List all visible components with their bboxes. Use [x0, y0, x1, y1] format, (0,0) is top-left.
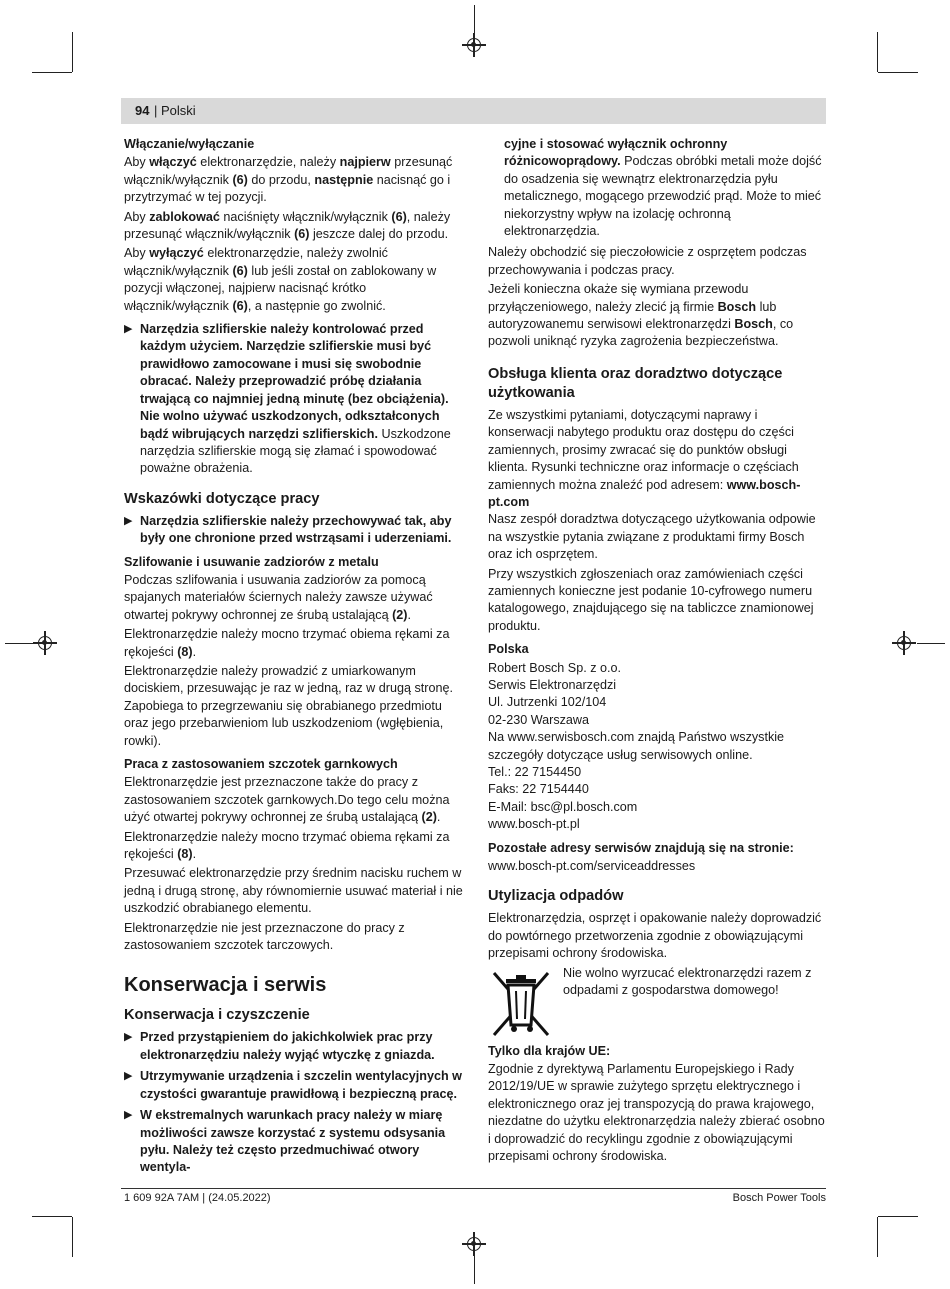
bullet-arrow-icon: ▶	[124, 514, 133, 527]
paragraph: Elektronarzędzie nie jest przeznaczone do pracy z zastosowaniem szczotek tarczowych.	[124, 920, 405, 953]
crop-mark	[917, 643, 945, 644]
crop-mark	[32, 1216, 72, 1217]
paragraph: Nasz zespół doradztwa dotyczącego użytkowania odpowie na wszystkie pytania związane z produktami firmy Bosch oraz ich osprzętem.	[488, 512, 816, 562]
paragraph: Podczas szlifowania i usuwania zadziorów za pomocą spajanych materiałów ściernych należy zawsze używać otwartej pokrywy ochronnej ze śrubą ustalającą (2).	[124, 572, 433, 622]
weee-text: Nie wolno wyrzucać elektronarzędzi razem z odpadami z gospodarstwa domowego!	[563, 965, 812, 998]
registration-mark-icon	[38, 636, 52, 650]
other-addresses-title: Pozostałe adresy serwisów znajdują się na stronie:	[488, 840, 794, 855]
left-column	[124, 136, 466, 1181]
address-line: Ul. Jutrzenki 102/104	[488, 695, 607, 710]
header-language: Polski	[161, 103, 196, 118]
warning-bullet: ▶ Przed przystąpieniem do jakichkolwiek prac przy elektronarzędziu należy wyjąć wtyczkę z gniazda.	[124, 1030, 435, 1062]
address-line: 02-230 Warszawa	[488, 712, 590, 727]
crop-mark	[72, 32, 73, 72]
subsection-title: Szlifowanie i usuwanie zadziorów z metalu	[124, 554, 379, 569]
bullet-arrow-icon: ▶	[124, 323, 133, 336]
warning-bullet: ▶ Utrzymywanie urządzenia i szczelin wentylacyjnych w czystości gwarantuje prawidłową i bezpieczną pracę.	[124, 1069, 462, 1101]
warning-bullet: ▶ Narzędzia szlifierskie należy kontrolować przed każdym użyciem. Narzędzie szlifierskie musi być prawidłowo zamocowane i musi się swobodnie obracać. Należy przeprowadzić próbę działania trwającą co najmniej jedną minutę (bez obciążenia). Nie wolno używać uszkodzonych, odkształconych bądź wibrujących narzędzi szlifierskich. Uszkodzone narzędzia szlifierskie mogą się złamać i spowodować poważne obrażenia.	[124, 322, 451, 476]
crop-mark	[474, 1256, 475, 1284]
paragraph: Aby włączyć elektronarzędzie, należy najpierw przesunąć włącznik/wyłącznik (6) do przodu, następnie nacisnąć go i przytrzymać w tej pozycji.	[124, 155, 453, 205]
address-line: Robert Bosch Sp. z o.o.	[488, 660, 622, 675]
website-link[interactable]: www.bosch-pt.com	[488, 477, 801, 509]
registration-mark-icon	[467, 38, 481, 52]
footer-doc-number: 1 609 92A 7AM | (24.05.2022)	[124, 1192, 271, 1204]
service-address	[488, 660, 826, 834]
bullet-arrow-icon: ▶	[124, 1031, 133, 1044]
paragraph: Aby wyłączyć elektronarzędzie, należy zwolnić włącznik/wyłącznik (6) lub jeśli został on zablokowany w pozycji włączonej, najpierw nacisnąć krótko włącznik/wyłącznik (6), a następnie go zwolnić.	[124, 246, 437, 313]
email-link[interactable]: E-Mail: bsc@pl.bosch.com	[488, 799, 638, 814]
paragraph: Elektronarzędzie należy mocno trzymać obiema rękami za rękojeści (8).	[124, 627, 450, 659]
crop-mark	[32, 72, 72, 73]
page-header	[121, 98, 826, 124]
weee-notice	[488, 965, 826, 1037]
country-title: Polska	[488, 642, 529, 657]
bullet-arrow-icon: ▶	[124, 1109, 133, 1122]
paragraph: Ze wszystkimi pytaniami, dotyczącymi naprawy i konserwacji nabytego produktu oraz dostępu do części zamiennych, prosimy zwracać się do punktów obsługi klienta. Rysunki techniczne oraz informacje o częściach zamiennych można znaleźć pod adresem: www.bosch-pt.com	[488, 407, 801, 509]
crop-mark	[72, 1217, 73, 1257]
registration-mark-icon	[467, 1237, 481, 1251]
crop-mark	[5, 643, 33, 644]
subsection-title: Praca z zastosowaniem szczotek garnkowych	[124, 757, 398, 771]
registration-mark-icon	[897, 636, 911, 650]
crop-mark	[878, 72, 918, 73]
section-title: Obsługa klienta oraz doradztwo dotyczące użytkowania	[488, 365, 783, 401]
paragraph: Jeżeli konieczna okaże się wymiana przewodu przyłączeniowego, należy zlecić ją firmie Bosch lub autoryzowanemu serwisowi elektronarzędzi Bosch, co pozwoli uniknąć ryzyka zagrożenia bezpieczeństwa.	[488, 282, 794, 349]
paragraph: Aby zablokować naciśnięty włącznik/wyłącznik (6), należy przesunąć włącznik/wyłącznik (6) jeszcze dalej do przodu.	[124, 209, 451, 242]
page-number: 94	[135, 103, 150, 118]
section-title: Wskazówki dotyczące pracy	[124, 490, 320, 507]
paragraph: Przy wszystkich zgłoszeniach oraz zamówieniach części zamiennych konieczne jest podanie 10-cyfrowego numeru katalogowego, znajdującego się na tabliczce znamionowej produktu.	[488, 566, 814, 633]
footer-brand: Bosch Power Tools	[732, 1192, 826, 1204]
warning-bullet: ▶ W ekstremalnych warunkach pracy należy w miarę możliwości zawsze korzystać z systemu odsysania pyłu. Należy też często przedmuchiwać otwory wentyla-	[124, 1108, 446, 1175]
phone: Tel.: 22 7154450	[488, 765, 582, 779]
paragraph: Elektronarzędzie należy mocno trzymać obiema rękami za rękojeści (8).	[124, 829, 450, 862]
header-separator: |	[154, 103, 158, 118]
paragraph: Należy obchodzić się pieczołowicie z osprzętem podczas przechowywania i podczas pracy.	[488, 245, 807, 277]
warning-bullet-continued: cyjne i stosować wyłącznik ochronny różnicowoprądowy. Podczas obróbki metali może dojść do osadzenia się wewnątrz elektronarzędzia pyłu metalicznego, mogącego przewodzić prąd. Może to mieć niekorzystny wpływ na izolację ochronną elektronarzędzia.	[504, 137, 822, 239]
address-line: Na www.serwisbosch.com znajdą Państwo wszystkie szczegóły dotyczące usług serwisowych online.	[488, 730, 785, 762]
paragraph: Elektronarzędzie jest przeznaczone także do pracy z zastosowaniem szczotek garnkowych.Do tego celu można użyć otwartej pokrywy ochronnej ze śrubą ustalającą (2).	[124, 775, 450, 825]
bullet-arrow-icon: ▶	[124, 1070, 133, 1083]
crossed-bin-icon	[490, 967, 552, 1039]
paragraph: Elektronarzędzia, osprzęt i opakowanie należy doprowadzić do powtórnego przetworzenia zgodnie z obowiązującymi przepisami ochrony środowiska.	[488, 911, 822, 961]
fax: Faks: 22 7154440	[488, 782, 589, 797]
address-line: Serwis Elektronarzędzi	[488, 677, 617, 692]
warning-bullet: ▶ Narzędzia szlifierskie należy przechowywać tak, aby były one chronione przed wstrząsami i uderzeniami.	[124, 513, 452, 546]
right-column	[488, 136, 826, 1168]
section-title: Włączanie/wyłączanie	[124, 137, 255, 151]
service-addresses-link[interactable]: www.bosch-pt.com/serviceaddresses	[488, 859, 696, 874]
crop-mark	[877, 32, 878, 72]
paragraph: Zgodnie z dyrektywą Parlamentu Europejskiego i Rady 2012/19/UE w sprawie zużytego sprzętu elektrycznego i elektronicznego oraz jej transpozycją do prawa krajowego, niezdatne do użytku elektronarzędzia należy zbierać osobno i doprowadzić do recyklingu zgodnie z obowiązującymi przepisami ochrony środowiska.	[488, 1062, 825, 1164]
section-title: Utylizacja odpadów	[488, 888, 624, 905]
website-link[interactable]: www.bosch-pt.pl	[488, 817, 580, 832]
crop-mark	[878, 1216, 918, 1217]
crop-mark	[474, 5, 475, 33]
chapter-title: Konserwacja i serwis	[124, 974, 327, 997]
paragraph: Elektronarzędzie należy prowadzić z umiarkowanym dociskiem, przesuwając je raz w jedną, raz w drugą stronę. Zapobiega to przegrzewaniu się obrabianego przedmiotu oraz jego przebarwieniom lub uszkodzeniom (wgłębienia, rowki).	[124, 663, 453, 748]
section-title: Konserwacja i czyszczenie	[124, 1007, 310, 1024]
paragraph: Przesuwać elektronarzędzie przy średnim nacisku ruchem w jedną i drugą stronę, aby równomiernie usuwać materiał i nie uszkodzić obrabianego elementu.	[124, 866, 463, 916]
footer-divider	[121, 1188, 826, 1189]
crop-mark	[877, 1217, 878, 1257]
eu-title: Tylko dla krajów UE:	[488, 1043, 611, 1058]
